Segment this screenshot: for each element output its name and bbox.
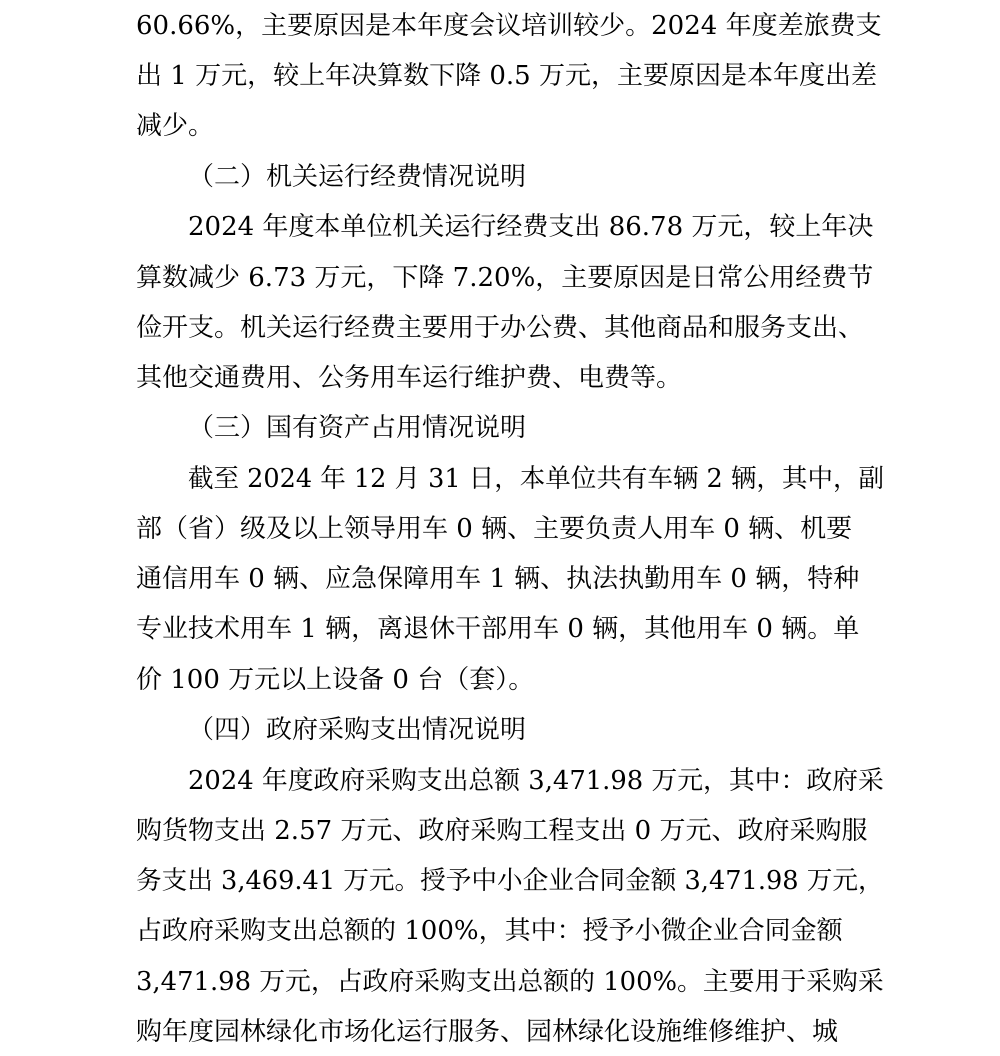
body-text-line: 60.66%，主要原因是本年度会议培训较少。2024 年度差旅费支 — [136, 11, 882, 41]
body-text-line: 占政府采购支出总额的 100%，其中：授予小微企业合同金额 — [136, 916, 843, 946]
body-text-line: 其他交通费用、公务用车运行维护费、电费等。 — [136, 363, 683, 393]
section-heading: （二）机关运行经费情况说明 — [188, 162, 527, 192]
body-text-line: 出 1 万元，较上年决算数下降 0.5 万元，主要原因是本年度出差 — [136, 61, 877, 91]
body-text-line: 3,471.98 万元，占政府采购支出总额的 100%。主要用于采购采 — [136, 967, 884, 997]
body-text-line: 购年度园林绿化市场化运行服务、园林绿化设施维修维护、城 — [136, 1017, 839, 1047]
body-text-line: 2024 年度政府采购支出总额 3,471.98 万元，其中：政府采 — [188, 766, 884, 796]
body-text-line: 务支出 3,469.41 万元。授予中小企业合同金额 3,471.98 万元， — [136, 866, 884, 896]
section-heading: （三）国有资产占用情况说明 — [188, 413, 527, 443]
section-heading: （四）政府采购支出情况说明 — [188, 715, 527, 745]
body-text-line: 截至 2024 年 12 月 31 日，本单位共有车辆 2 辆，其中，副 — [188, 464, 885, 494]
body-text-line: 减少。 — [136, 111, 215, 141]
body-text-line: 2024 年度本单位机关运行经费支出 86.78 万元，较上年决 — [188, 212, 874, 242]
body-text-line: 专业技术用车 1 辆，离退休干部用车 0 辆，其他用车 0 辆。单 — [136, 614, 860, 644]
body-text-line: 俭开支。机关运行经费主要用于办公费、其他商品和服务支出、 — [136, 313, 865, 343]
body-text-line: 部（省）级及以上领导用车 0 辆、主要负责人用车 0 辆、机要 — [136, 514, 853, 544]
body-text-line: 价 100 万元以上设备 0 台（套）。 — [136, 665, 535, 695]
body-text-line: 算数减少 6.73 万元，下降 7.20%，主要原因是日常公用经费节 — [136, 263, 874, 293]
body-text-line: 购货物支出 2.57 万元、政府采购工程支出 0 万元、政府采购服 — [136, 816, 868, 846]
body-text-line: 通信用车 0 辆、应急保障用车 1 辆、执法执勤用车 0 辆，特种 — [136, 564, 860, 594]
